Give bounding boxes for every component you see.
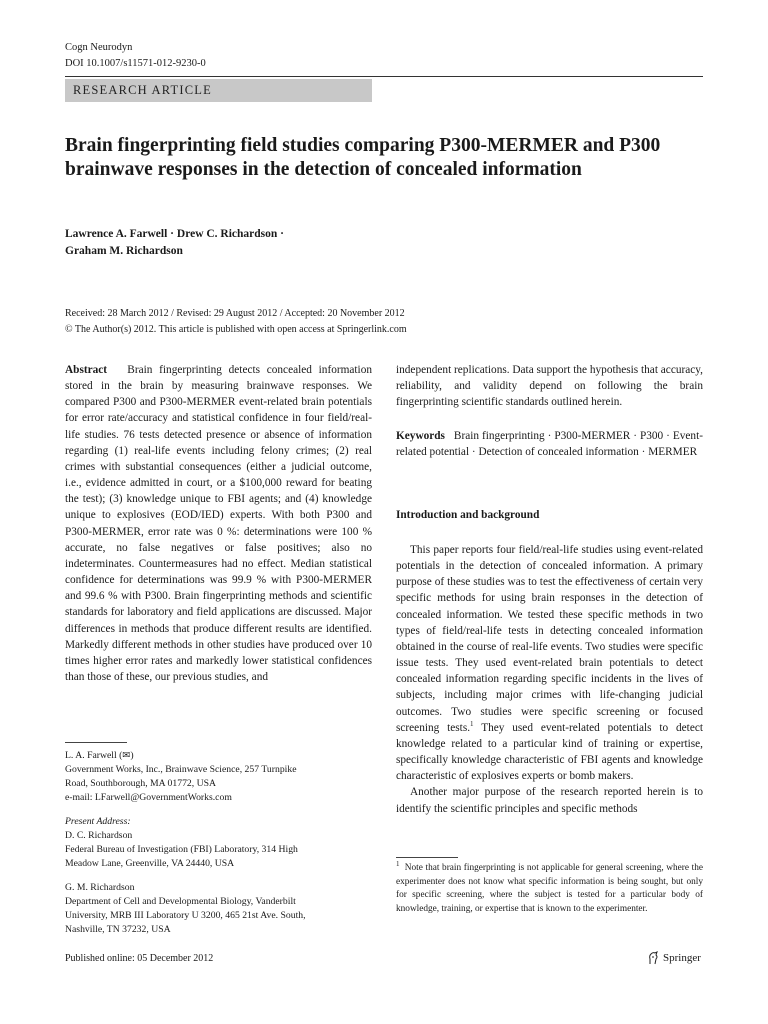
keywords-label: Keywords (396, 430, 445, 442)
intro-paragraph-2: Another major purpose of the research reported herein is to identify the scientific principles and specific methods (396, 786, 703, 815)
author-line-1: Lawrence A. Farwell · Drew C. Richardson · (65, 228, 285, 240)
doi: DOI 10.1007/s11571-012-9230-0 (65, 58, 206, 69)
intro-p1a: This paper reports four field/real-life studies using event-related potentials in the detection of concealed information. A primary purpose of these studies was to test the effectiveness of certain very specific methods for using brain responses in the detection of concealed information. We tested these specific methods in two types of field/real-life tests in detecting concealed information obtained in the course of real-life events. Two studies were specific issue tests. They used event-related brain potentials to detect concealed information regarding specific incidents in the lives of subjects, including major crimes with life-changing judicial outcomes. Two studies were specific screening or focused screening tests. (396, 544, 703, 734)
intro-body (396, 542, 703, 817)
publisher-logo (647, 951, 701, 965)
author-list (65, 226, 284, 260)
dcr-name: D. C. Richardson (65, 830, 133, 841)
footnote-marker[interactable]: 1 (470, 719, 474, 728)
published-online: Published online: 05 December 2012 (65, 953, 214, 964)
footnote-number: 1 (396, 859, 400, 868)
keywords-text: Brain fingerprinting · P300-MERMER · P300 · Event-related potential · Detection of concealed information · MERMER (396, 430, 703, 459)
footnote-rule (396, 857, 458, 858)
copyright-line: © The Author(s) 2012. This article is published with open access at Springerlink.com (65, 324, 407, 335)
keywords (396, 428, 703, 460)
footnote (396, 857, 703, 916)
section-heading-intro: Introduction and background (396, 509, 540, 521)
abstract-text-left: Brain fingerprinting detects concealed information stored in the brain by measuring brainwave responses. We compared P300 and P300-MERMER event-related brain potentials for error rate/accuracy and statistical confidence in four field/real-life studies. 76 tests detected presence or absence of information regarding (1) real-life events including felony crimes; (2) real crimes with substantial consequences (either a judicial outcome, i.e., evidence admitted in court, or a $100,000 reward for beating the test); (3) knowledge unique to FBI agents; and (4) knowledge unique to explosives (EOD/IED) experts. With both P300 and P300-MERMER, error rate was 0 %: determinations were 100 % accurate, no false negatives or false positives; also no indeterminates. Countermeasures had no effect. Median statistical confidence for determinations was 99.9 % with P300-MERMER and 99.6 % with P300. Brain fingerprinting methods and scientific standards for laboratory and field applications are discussed. Major differences in methods that produce different results are identified. Markedly different methods in other studies have produced over 10 times higher error rates and markedly lower statistical confidences than those of these, our previous studies, and (65, 364, 372, 683)
received-dates: Received: 28 March 2012 / Revised: 29 August 2012 / Accepted: 20 November 2012 (65, 308, 405, 319)
farwell-address-1: Government Works, Inc., Brainwave Science, 257 Turnpike (65, 764, 297, 775)
dcr-address-1: Federal Bureau of Investigation (FBI) Laboratory, 314 High (65, 844, 298, 855)
publisher-name: Springer (663, 952, 701, 964)
intro-paragraph-1 (396, 542, 703, 784)
article-history (65, 306, 407, 338)
affiliation-rule (65, 742, 127, 743)
author-line-2: Graham M. Richardson (65, 245, 183, 257)
farwell-address-2: Road, Southborough, MA 01772, USA (65, 778, 216, 789)
journal-name: Cogn Neurodyn (65, 42, 133, 53)
article-type-banner: RESEARCH ARTICLE (65, 79, 372, 102)
header-rule (65, 76, 703, 77)
gmr-name: G. M. Richardson (65, 882, 135, 893)
gmr-address-2: University, MRB III Laboratory U 3200, 465 21st Ave. South, (65, 910, 306, 921)
springer-horse-icon (647, 951, 659, 965)
abstract-left (65, 362, 372, 685)
farwell-name: L. A. Farwell (✉) (65, 750, 134, 761)
present-address-label: Present Address: (65, 816, 131, 827)
journal-header (65, 40, 206, 72)
intro-p1b: They used event-related potentials to detect knowledge related to a particular kind of training or expertise, specifically knowledge characteristic of FBI agents and knowledge characteristic of explosives experts or bomb makers. (396, 721, 703, 783)
dcr-address-2: Meadow Lane, Greenville, VA 24440, USA (65, 858, 235, 869)
footnote-body: Note that brain fingerprinting is not applicable for general screening, where the experimenter does not know what specific information is being sought, but only for specific screening, where the subject is tested for a particular body of knowledge, training, or expertise that is known to the experimenter. (396, 863, 704, 914)
farwell-email[interactable]: e-mail: LFarwell@GovernmentWorks.com (65, 792, 232, 803)
gmr-address-1: Department of Cell and Developmental Biology, Vanderbilt (65, 896, 296, 907)
paper-title: Brain fingerprinting field studies comparing P300-MERMER and P300 brainwave responses in the detection of concealed information (65, 135, 661, 180)
footnote-text (396, 859, 704, 916)
gmr-address-3: Nashville, TN 37232, USA (65, 924, 171, 935)
affiliations (65, 742, 372, 937)
abstract-right: independent replications. Data support the hypothesis that accuracy, reliability, and validity depend on following the brain fingerprinting scientific standards outlined herein. (396, 364, 704, 409)
abstract-label: Abstract (65, 364, 108, 376)
